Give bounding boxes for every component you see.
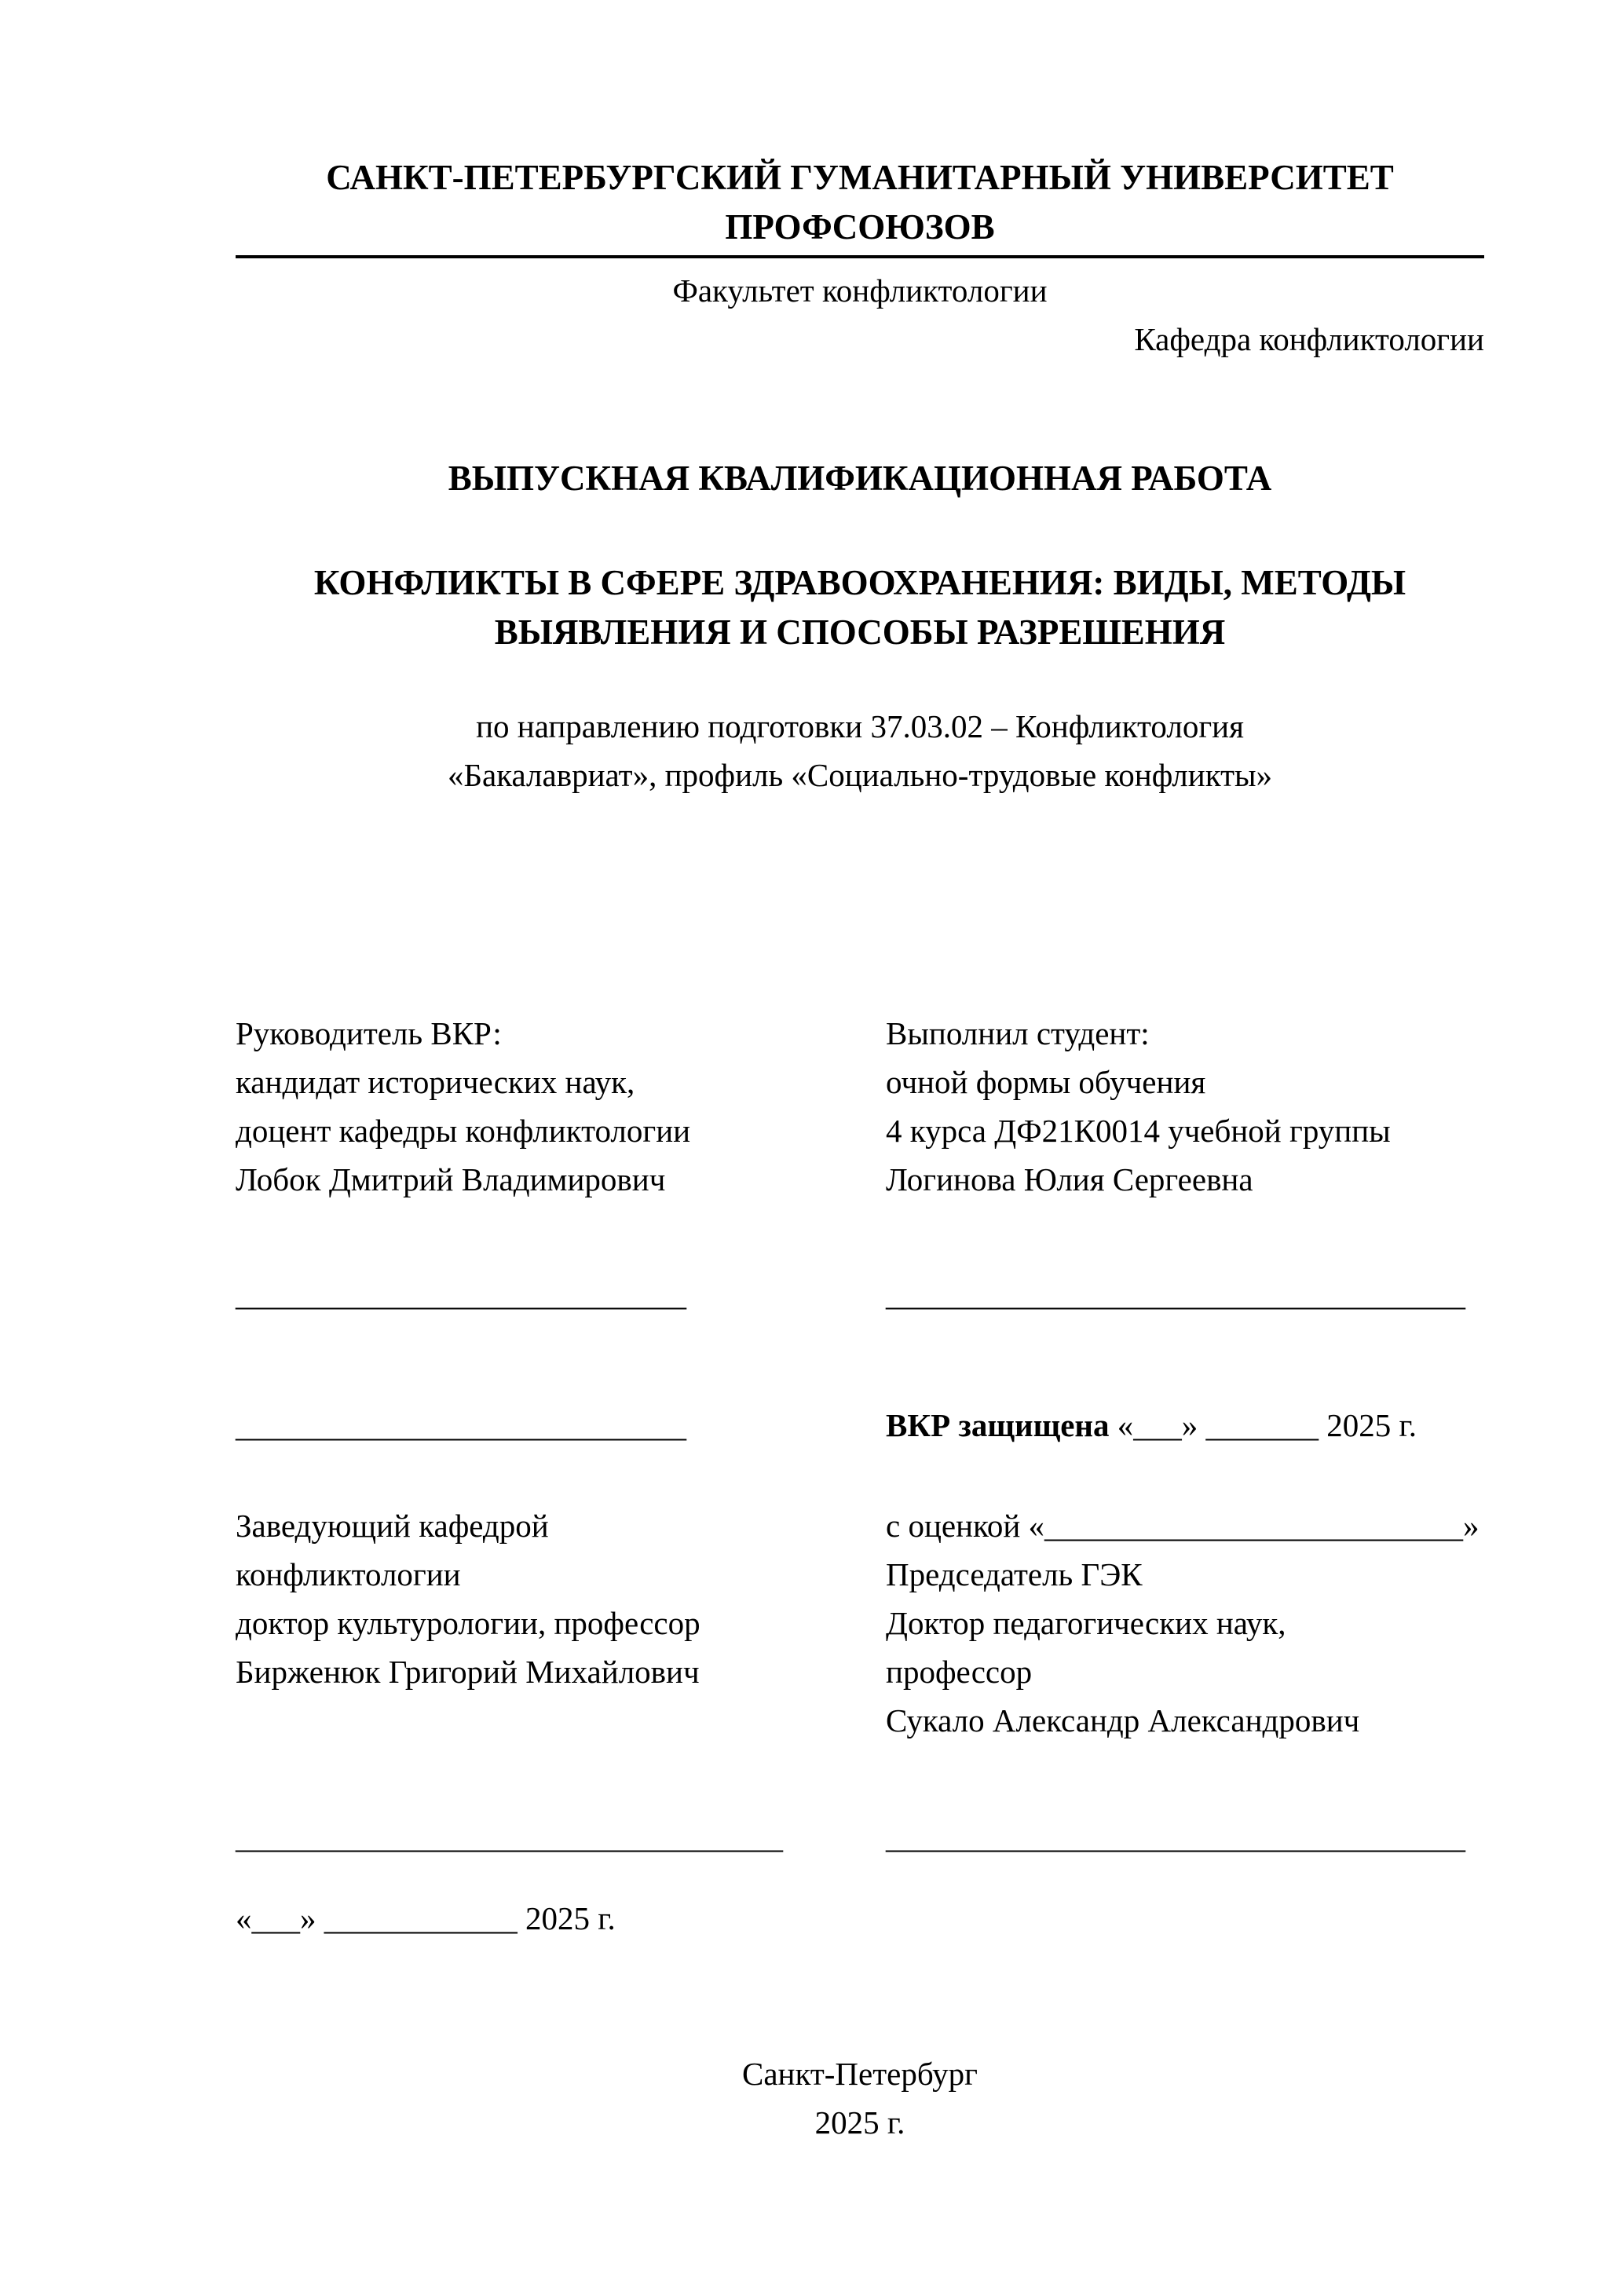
committee-chair-name: Сукало Александр Александрович [886, 1702, 1360, 1738]
supervisor-position: доцент кафедры конфликтологии [236, 1113, 691, 1149]
supervisor-column [236, 1009, 886, 1943]
signatures-section [236, 1009, 1484, 1943]
department-head-name: Бирженюк Григорий Михайлович [236, 1654, 700, 1690]
approval-date-blank: «___» ____________ 2025 г. [236, 1900, 616, 1936]
thesis-title-line2: ВЫЯВЛЕНИЯ И СПОСОБЫ РАЗРЕШЕНИЯ [494, 612, 1226, 652]
university-name-line2: ПРОФСОЮЗОВ [725, 207, 995, 247]
student-signature-blank: ____________________________________ [886, 1276, 1465, 1312]
faculty-name: Факультет конфликтологии [672, 272, 1048, 309]
footer-city: Санкт-Петербург [742, 2056, 978, 2092]
supervisor-name: Лобок Дмитрий Владимирович [236, 1161, 666, 1197]
committee-chair-label: Председатель ГЭК [886, 1556, 1143, 1592]
student-label: Выполнил студент: [886, 1015, 1150, 1051]
defense-date-line [886, 1401, 1484, 1450]
committee-chair-degree-line2: профессор [886, 1654, 1033, 1690]
header-divider [236, 255, 1484, 258]
student-form: очной формы обучения [886, 1064, 1206, 1100]
department-head-signature-blank: __________________________________ [236, 1819, 783, 1855]
footer [236, 2049, 1484, 2147]
supervisor-signature-blank: ____________________________ [236, 1276, 686, 1312]
defense-label: ВКР защищена [886, 1407, 1110, 1443]
thesis-title [236, 558, 1484, 657]
committee-chair-signature-blank: ____________________________________ [886, 1819, 1465, 1855]
university-name [236, 153, 1484, 252]
thesis-title-line1: КОНФЛИКТЫ В СФЕРЕ ЗДРАВООХРАНЕНИЯ: ВИДЫ, МЕТОДЫ [313, 563, 1406, 602]
supervisor-degree: кандидат исторических наук, [236, 1064, 635, 1100]
program-profile: «Бакалавриат», профиль «Социально-трудовые конфликты» [447, 757, 1273, 793]
department-head-title-line1: Заведующий кафедрой [236, 1508, 549, 1544]
supervisor-signature-blank-2: ____________________________ [236, 1407, 686, 1443]
committee-chair-degree-line1: Доктор педагогических наук, [886, 1605, 1286, 1641]
university-name-line1: САНКТ-ПЕТЕРБУРГСКИЙ ГУМАНИТАРНЫЙ УНИВЕРСИТЕТ [326, 158, 1394, 197]
student-column [886, 1009, 1484, 1943]
department-name: Кафедра конфликтологии [1134, 321, 1484, 357]
student-name: Логинова Юлия Сергеевна [886, 1161, 1253, 1197]
department-head-title-line2: конфликтологии [236, 1556, 461, 1592]
program-direction: по направлению подготовки 37.03.02 – Конфликтология [476, 708, 1244, 744]
student-group: 4 курса ДФ21К0014 учебной группы [886, 1113, 1391, 1149]
committee-chair-block [886, 1501, 1484, 1745]
footer-year: 2025 г. [814, 2104, 905, 2141]
defense-date-blank: «___» _______ 2025 г. [1109, 1407, 1417, 1443]
work-type-heading: ВЫПУСКНАЯ КВАЛИФИКАЦИОННАЯ РАБОТА [448, 459, 1272, 498]
supervisor-label: Руководитель ВКР: [236, 1015, 502, 1051]
program-info [236, 702, 1484, 799]
department-head-degree: доктор культурологии, профессор [236, 1605, 700, 1641]
grade-blank-line: с оценкой «__________________________» [886, 1508, 1480, 1544]
department-head-block [236, 1501, 886, 1696]
